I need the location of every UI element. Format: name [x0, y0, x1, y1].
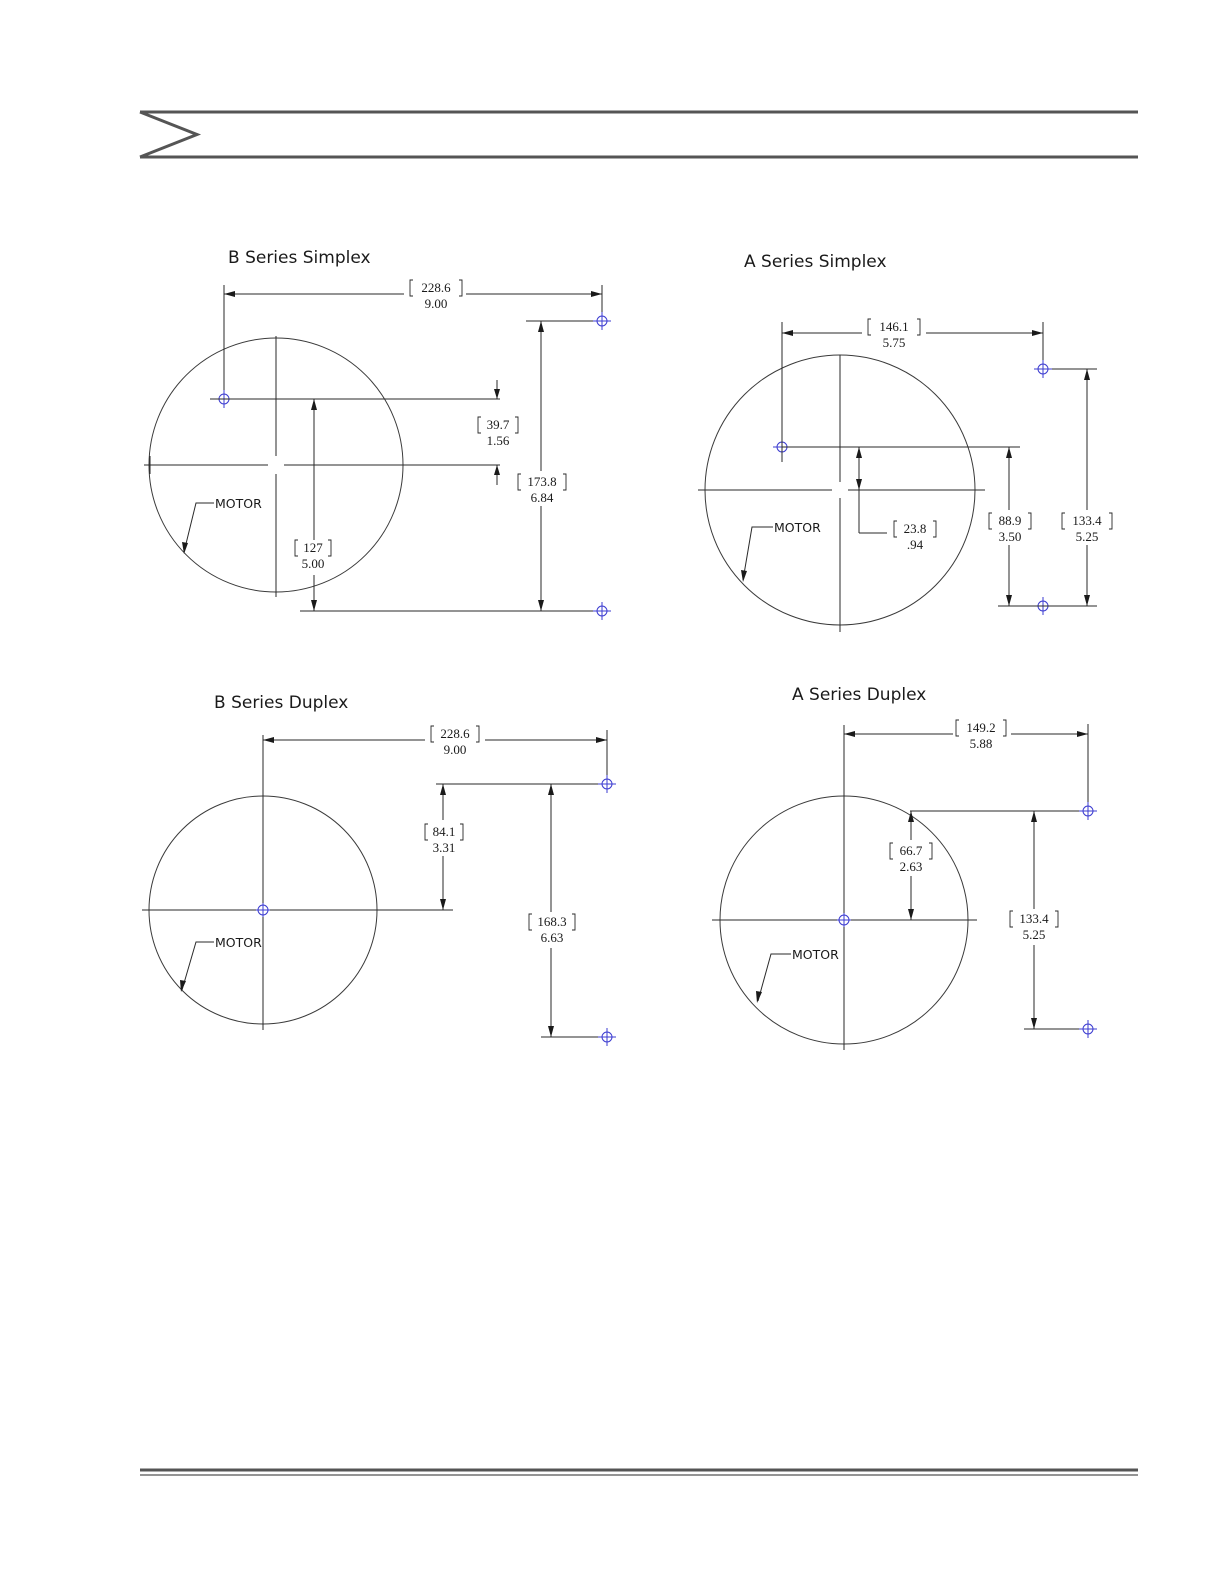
svg-text:5.25: 5.25	[1075, 529, 1099, 544]
svg-text:173.8: 173.8	[527, 474, 557, 489]
mount-hole	[256, 903, 270, 917]
svg-text:228.6: 228.6	[421, 280, 451, 295]
b-simplex-diagram	[144, 248, 611, 620]
dim-offset	[890, 843, 932, 874]
svg-text:6.84: 6.84	[530, 490, 554, 505]
a-simplex-diagram	[698, 252, 1112, 632]
dim-width	[956, 720, 1006, 751]
svg-text:5.00: 5.00	[301, 556, 325, 571]
dim-width	[431, 726, 479, 757]
dim-height	[518, 474, 566, 505]
svg-text:66.7: 66.7	[899, 843, 923, 858]
dim-offset	[894, 521, 936, 552]
svg-text:.94: .94	[906, 537, 924, 552]
dim-height	[1010, 911, 1058, 942]
svg-text:84.1: 84.1	[432, 824, 456, 839]
a-duplex-diagram	[712, 685, 1097, 1050]
svg-text:2.63: 2.63	[899, 859, 923, 874]
svg-text:5.88: 5.88	[969, 736, 993, 751]
mount-hole	[593, 312, 611, 330]
motor-label: MOTOR	[792, 947, 839, 962]
svg-text:146.1: 146.1	[879, 319, 909, 334]
svg-text:3.50: 3.50	[998, 529, 1022, 544]
dim-offset	[478, 417, 518, 448]
chevron-right-icon	[140, 112, 197, 157]
svg-text:133.4: 133.4	[1072, 513, 1102, 528]
dim-mid	[989, 513, 1031, 544]
svg-text:23.8: 23.8	[903, 521, 927, 536]
footer-rule	[140, 1470, 1138, 1475]
svg-text:127: 127	[303, 540, 323, 555]
svg-text:168.3: 168.3	[537, 914, 567, 929]
motor-label: MOTOR	[774, 520, 821, 535]
svg-text:88.9: 88.9	[998, 513, 1022, 528]
svg-text:133.4: 133.4	[1019, 911, 1049, 926]
svg-text:3.31: 3.31	[432, 840, 456, 855]
motor-label: MOTOR	[215, 935, 262, 950]
dim-height	[1062, 513, 1112, 544]
svg-text:149.2: 149.2	[966, 720, 996, 735]
mount-hole	[1034, 360, 1052, 378]
a-simplex-title: A Series Simplex	[744, 252, 887, 272]
mount-hole	[598, 1028, 616, 1046]
dim-offset	[425, 824, 463, 855]
mount-hole	[598, 775, 616, 793]
svg-text:5.75: 5.75	[882, 335, 906, 350]
svg-text:5.25: 5.25	[1022, 927, 1046, 942]
b-duplex-title: B Series Duplex	[214, 693, 349, 713]
mount-hole	[1079, 802, 1097, 820]
dim-width	[410, 280, 462, 311]
a-duplex-title: A Series Duplex	[792, 685, 927, 705]
dim-width	[868, 319, 920, 350]
svg-text:1.56: 1.56	[486, 433, 510, 448]
mount-hole	[593, 602, 611, 620]
mount-hole	[1079, 1020, 1097, 1038]
b-simplex-title: B Series Simplex	[228, 248, 371, 268]
mount-hole	[837, 913, 851, 927]
motor-label: MOTOR	[215, 496, 262, 511]
svg-text:9.00: 9.00	[443, 742, 467, 757]
dim-height	[529, 914, 575, 945]
svg-text:9.00: 9.00	[424, 296, 448, 311]
header-bar	[140, 112, 1138, 157]
svg-text:6.63: 6.63	[540, 930, 564, 945]
svg-text:39.7: 39.7	[486, 417, 510, 432]
dim-lower	[295, 540, 331, 571]
svg-text:228.6: 228.6	[440, 726, 470, 741]
b-duplex-diagram	[142, 693, 616, 1046]
